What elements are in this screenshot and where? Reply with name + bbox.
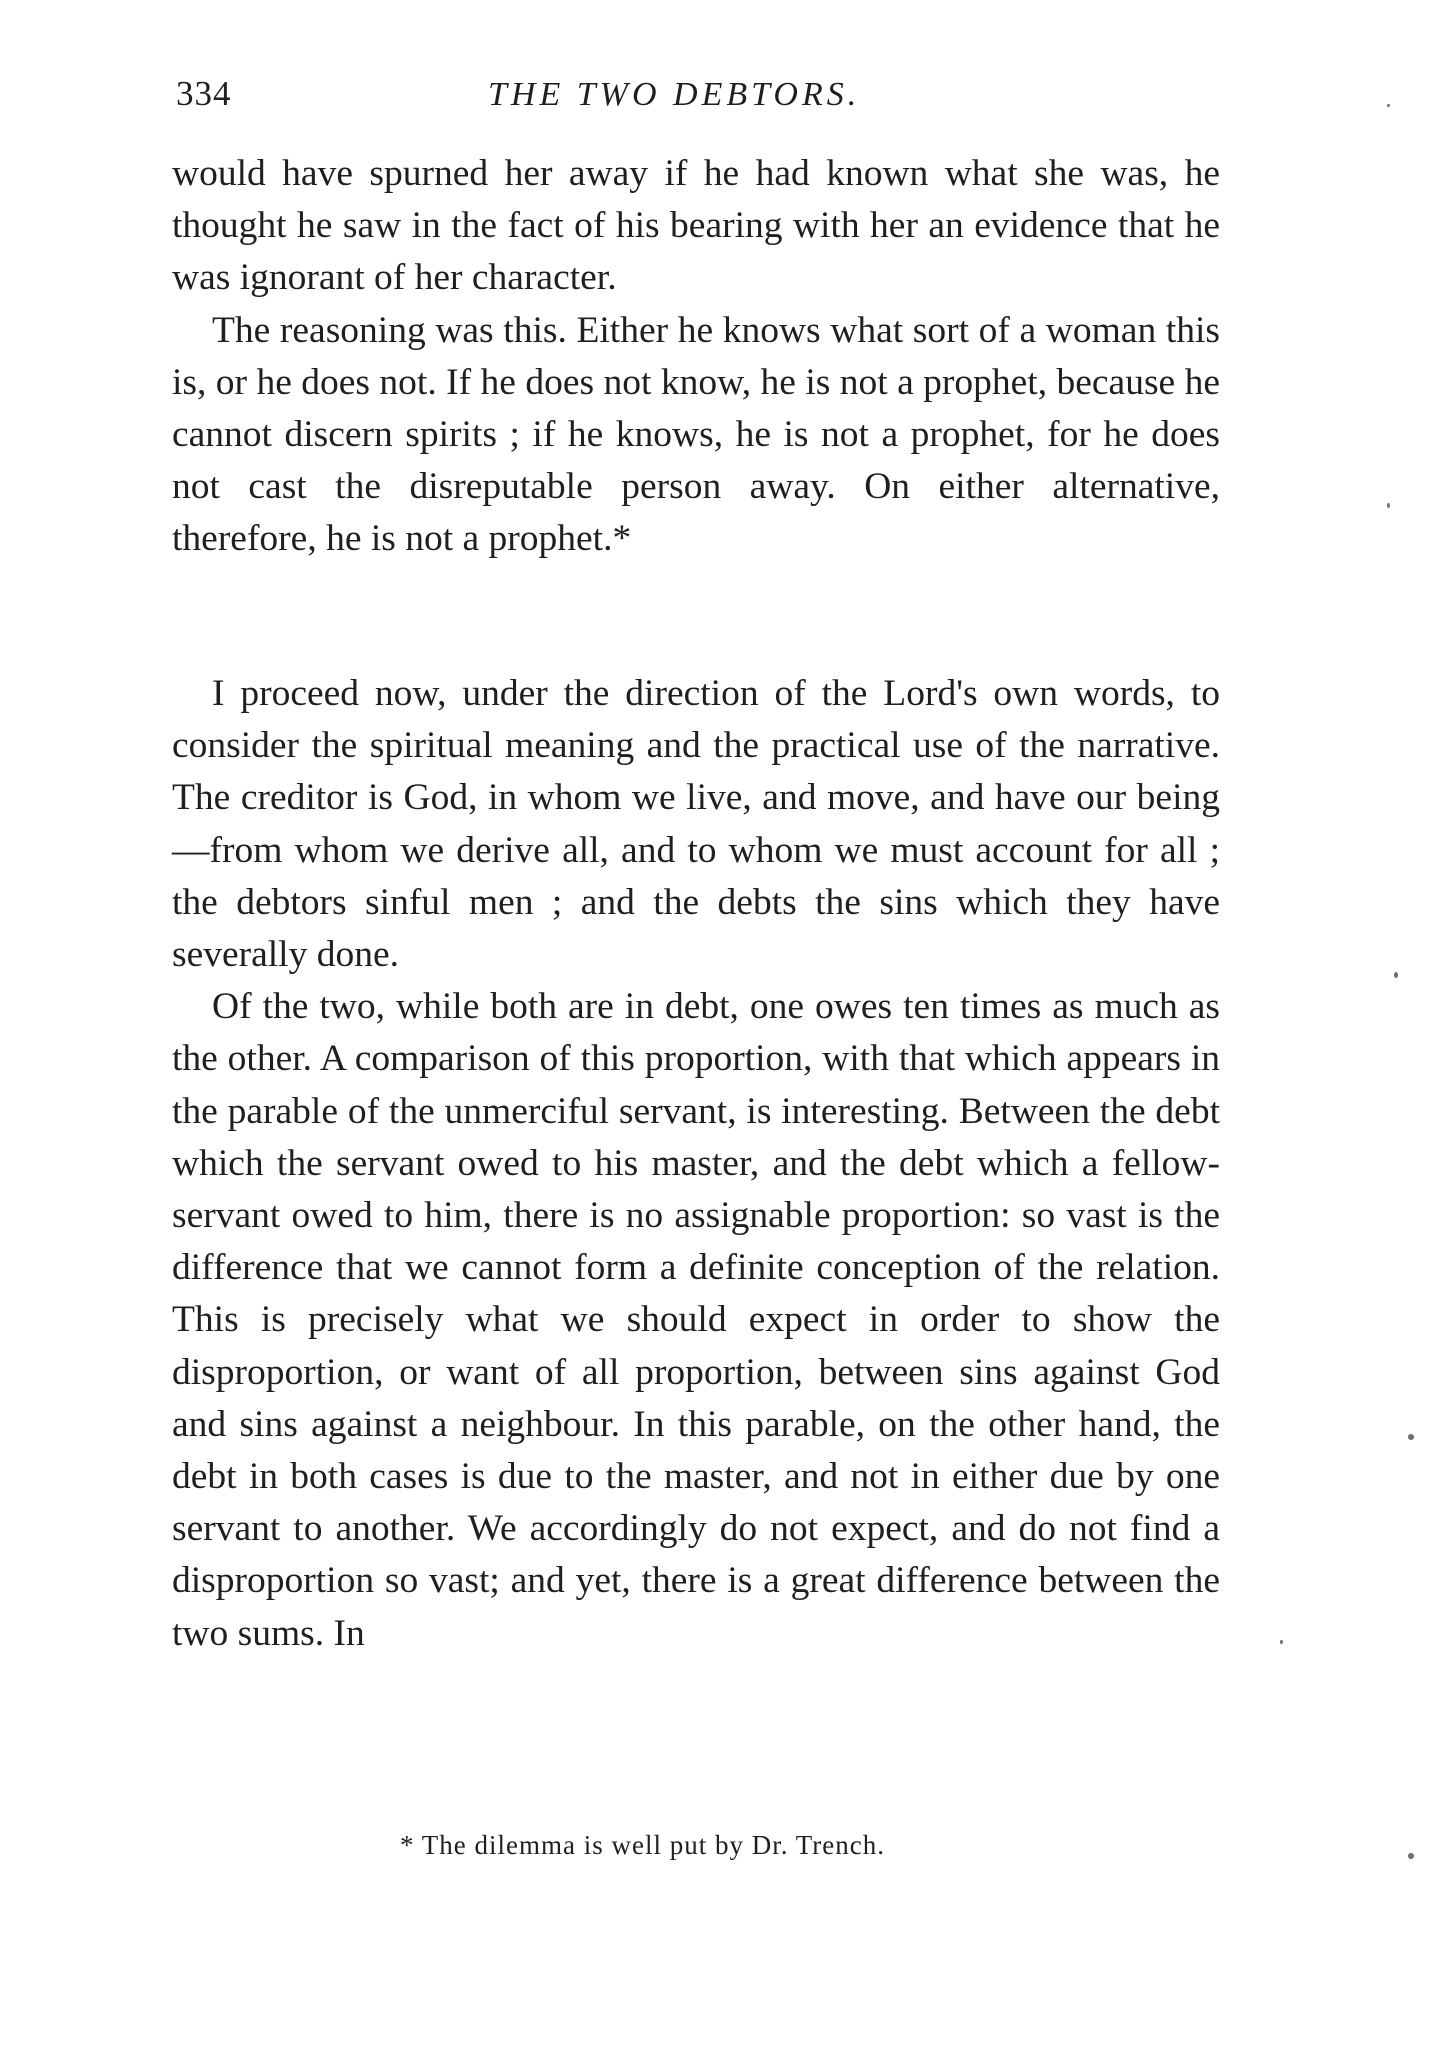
page-number: 334 xyxy=(176,74,232,113)
margin-speck xyxy=(1408,1853,1414,1859)
footnote: * The dilemma is well put by Dr. Trench. xyxy=(400,1830,885,1860)
text-section-two xyxy=(172,668,1220,1660)
text-section-one xyxy=(172,148,1220,566)
margin-speck xyxy=(1394,972,1398,978)
paragraph-continued: would have spurned her away if he had known what she was, he thought he saw in the fact of his bearing with her an evidence that he was ignorant of her character. xyxy=(172,153,1220,299)
margin-speck xyxy=(1387,503,1390,508)
margin-speck xyxy=(1408,1434,1414,1440)
paragraph-spiritual-meaning: I proceed now, under the direction of the Lord's own words, to consider the spiritual meaning and the practical use of the narrative. The creditor is God, in whom we live, and move, and have our being—from whom we derive all, and to whom we must account for all ; the debtors sinful men ; and the debts the sins which they have severally done. xyxy=(172,673,1220,976)
margin-speck xyxy=(1280,1640,1283,1644)
paragraph-comparison: Of the two, while both are in debt, one owes ten times as much as the other. A comparison of this proportion, with that which appears in the parable of the unmerciful servant, is interesting. Between the debt which the servant owed to his master, and the debt which a fellow-servant owed to him, there is no assignable proportion: so vast is the difference that we cannot form a definite conception of the relation. This is precisely what we should expect in order to show the disproportion, or want of all proportion, between sins against God and sins against a neighbour. In this parable, on the other hand, the debt in both cases is due to the master, and not in either due by one servant to another. We accordingly do not expect, and do not find a disproportion so vast; and yet, there is a great difference between the two sums. In xyxy=(172,986,1220,1654)
paragraph-reasoning: The reasoning was this. Either he knows what sort of a woman this is, or he does not. If he does not know, he is not a prophet, because he cannot discern spirits ; if he knows, he is not a prophet, for he does not cast the disreputable person away. On either alternative, therefore, he is not a prophet.* xyxy=(172,309,1220,560)
margin-speck xyxy=(1387,104,1390,107)
running-title: THE TWO DEBTORS. xyxy=(488,76,861,113)
